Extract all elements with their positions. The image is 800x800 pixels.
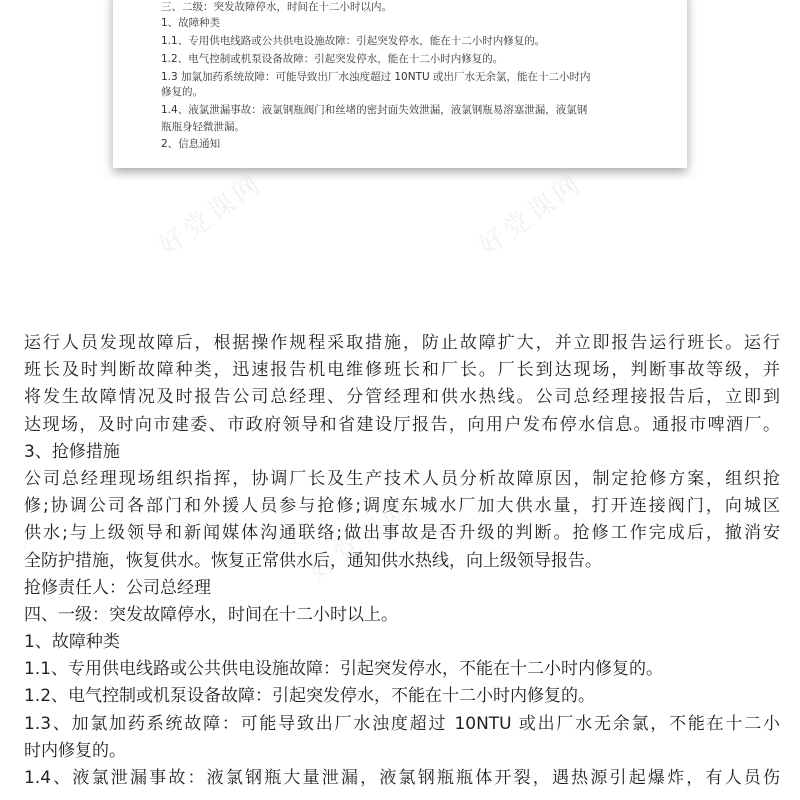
watermark: 好党课网 [473, 168, 590, 263]
preview-line: 1.1、专用供电线路或公共供电设施故障：引起突发停水，能在十二小时内修复的。 [161, 35, 546, 47]
body-line: 运行人员发现故障后，根据操作规程采取措施，防止故障扩大，并立即报告运行班长。运行 [24, 333, 780, 353]
section-heading: 1、故障种类 [24, 632, 120, 653]
body-line: 1.2、电气控制或机泵设备故障：引起突发停水，不能在十二小时内修复的。 [24, 686, 596, 707]
body-line: 供水;与上级领导和新闻媒体沟通联络;做出事故是否升级的判断。抢修工作完成后，撤消安 [24, 523, 780, 544]
body-line: 1.4、液氯泄漏事故：液氯钢瓶大量泄漏，液氯钢瓶瓶体开裂，遇热源引起爆炸，有人员伤 [24, 768, 780, 788]
body-line: 将发生故障情况及时报告公司总经理、分管经理和供水热线。公司总经理接报告后，立即到 [24, 387, 780, 408]
preview-line: 1.2、电气控制或机泵设备故障：引起突发停水，能在十二小时内修复的。 [161, 53, 504, 65]
body-line: 1.1、专用供电线路或公共供电设施故障：引起突发停水，不能在十二小时内修复的。 [24, 659, 664, 680]
preview-line: 瓶瓶身轻微泄漏。 [161, 121, 245, 133]
section-heading: 3、抢修措施 [24, 441, 120, 462]
body-line: 公司总经理现场组织指挥，协调厂长及生产技术人员分析故障原因，制定抢修方案，组织抢 [24, 468, 780, 489]
body-line: 班长及时判断故障种类，迅速报告机电维修班长和厂长。厂长到达现场，判断事故等级，并 [24, 360, 780, 381]
document-body [24, 330, 780, 792]
preview-line: 三、二级：突发故障停水，时间在十二小时以内。 [161, 1, 392, 13]
document-preview-card [113, 0, 687, 168]
preview-line: 修复的。 [161, 86, 203, 98]
body-line: 时内修复的。 [24, 740, 126, 761]
body-line: 1.3、加氯加药系统故障：可能导致出厂水浊度超过 10NTU 或出厂水无余氯，不能在十二小 [24, 713, 780, 734]
preview-line: 2、信息通知 [161, 138, 221, 150]
watermark: 好党课网 [303, 493, 420, 588]
preview-line: 1、故障种类 [161, 17, 221, 29]
watermark: 好党课网 [153, 168, 270, 263]
body-line: 达现场，及时向市建委、市政府领导和省建设厅报告，向用户发布停水信息。通报市啤酒厂。 [24, 414, 780, 435]
section-heading: 四、一级：突发故障停水，时间在十二小时以上。 [24, 604, 398, 625]
body-line: 修;协调公司各部门和外援人员参与抢修;调度东城水厂加大供水量，打开连接阀门，向城区 [24, 496, 780, 517]
preview-line: 1.4、液氯泄漏事故：液氯钢瓶阀门和丝堵的密封面失效泄漏，液氯钢瓶易溶塞泄漏，液氯钢 [161, 104, 588, 116]
preview-line: 1.3 加氯加药系统故障：可能导致出厂水浊度超过 10NTU 或出厂水无余氯，能在十二小时内 [161, 71, 591, 83]
body-line: 抢修责任人：公司总经理 [24, 577, 211, 598]
body-line: 全防护措施，恢复供水。恢复正常供水后，通知供水热线，向上级领导报告。 [24, 550, 602, 571]
